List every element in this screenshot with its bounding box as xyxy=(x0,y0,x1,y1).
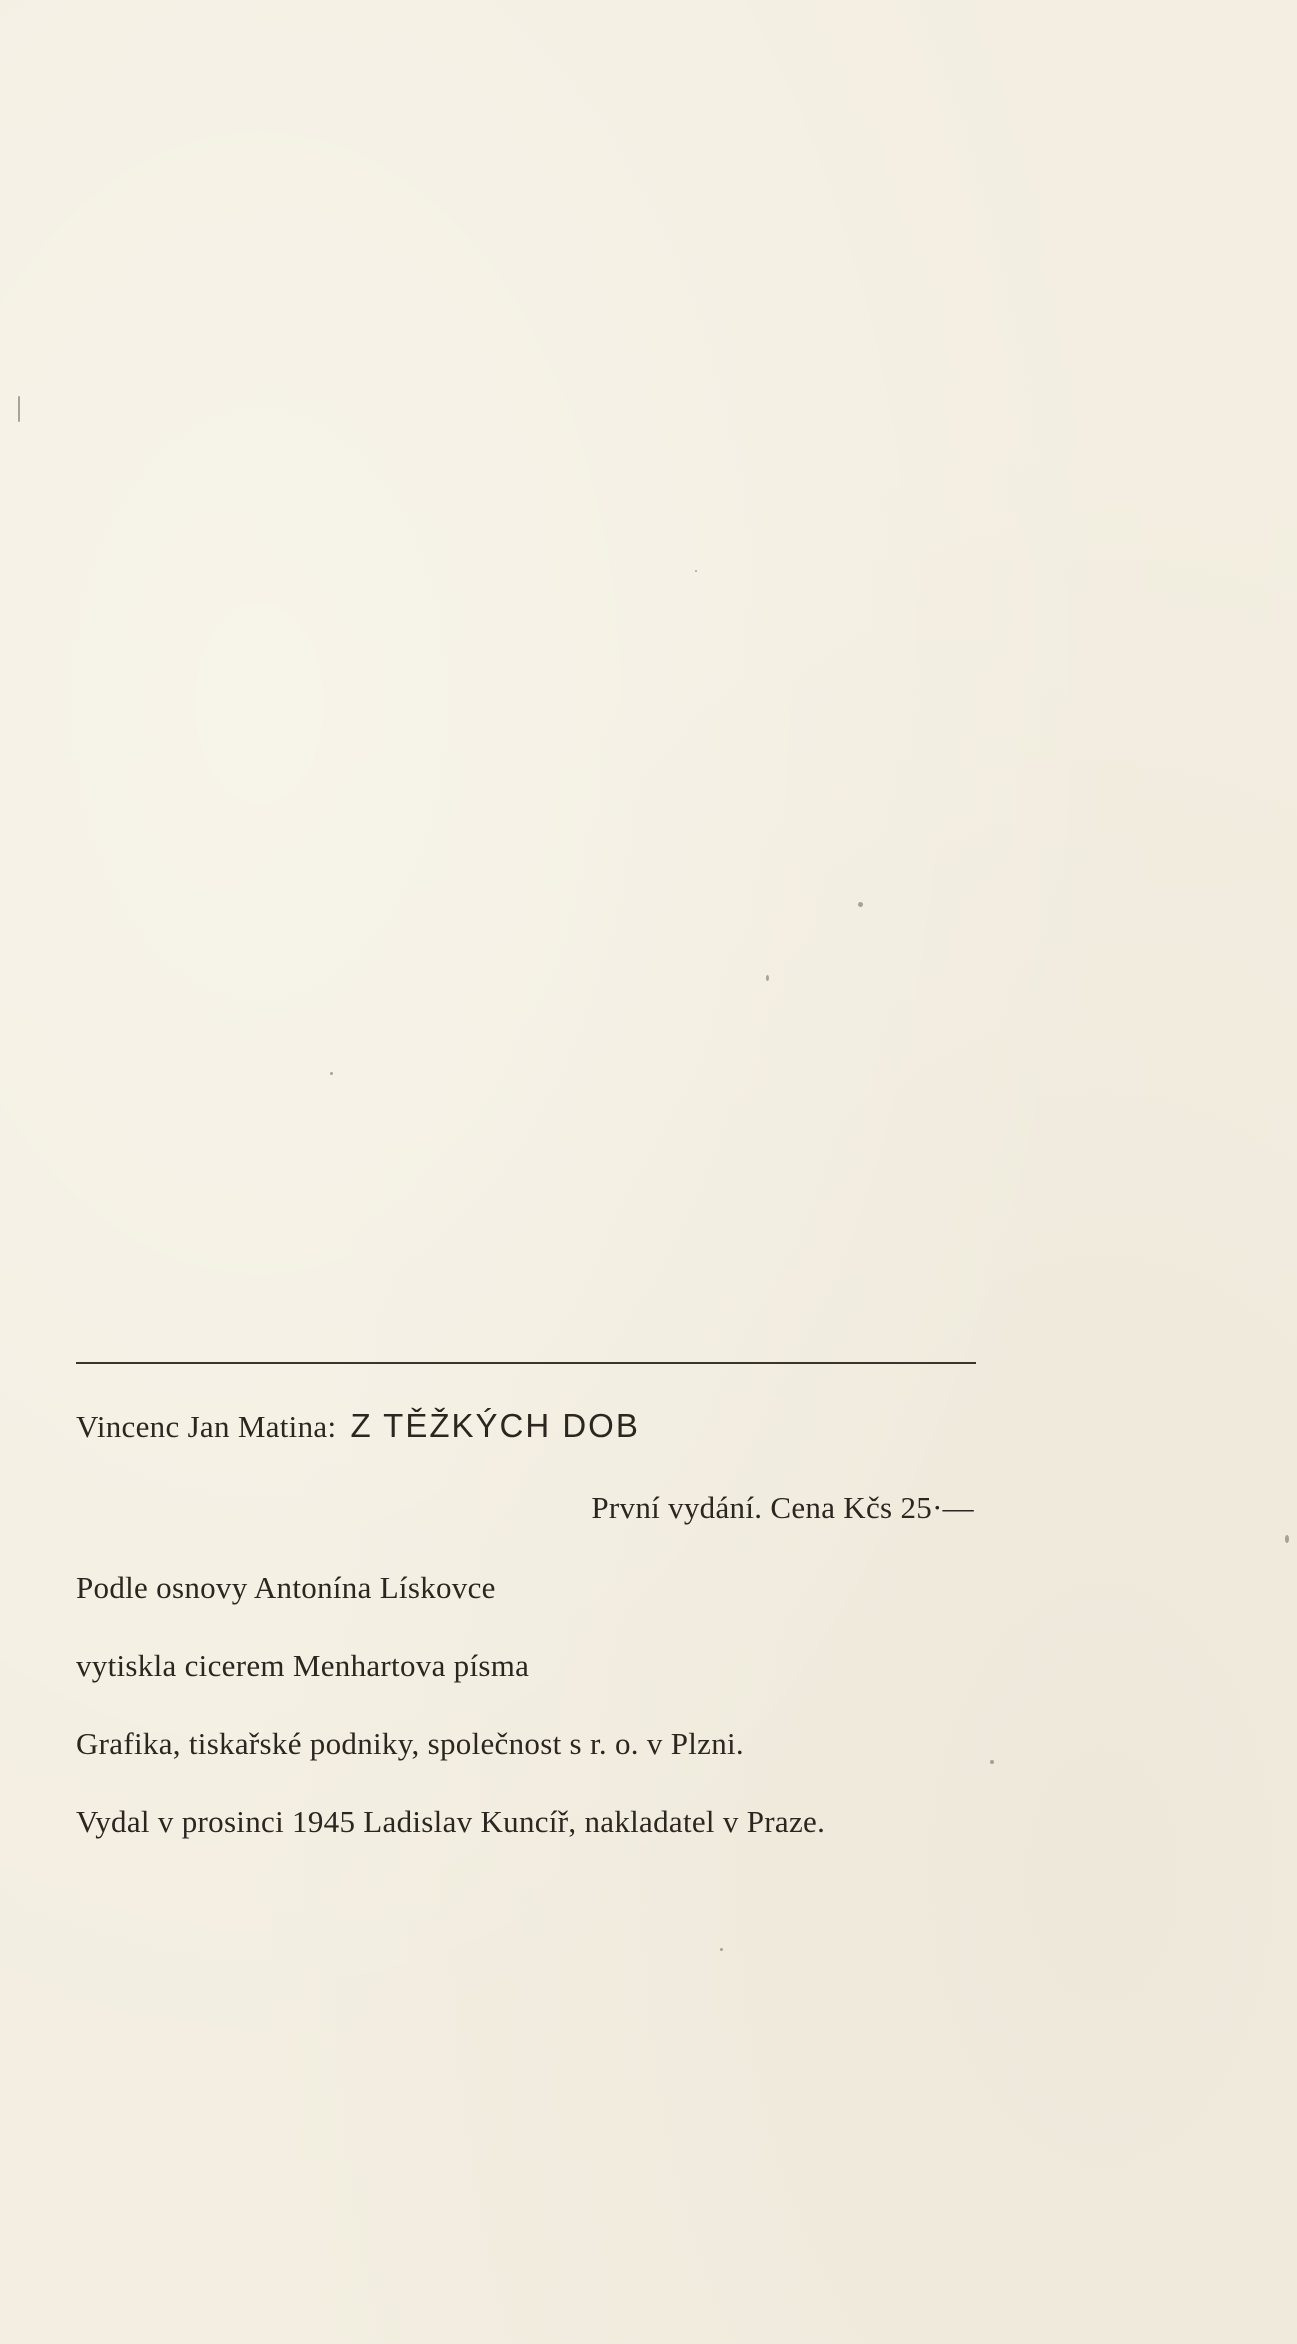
author-name: Vincenc Jan Matina: xyxy=(76,1409,337,1444)
paper-speck xyxy=(720,1948,723,1951)
author-title-line xyxy=(76,1407,640,1445)
design-credit: Podle osnovy Antonína Lískovce xyxy=(76,1570,496,1605)
publisher-credit: Vydal v prosinci 1945 Ladislav Kuncíř, nakladatel v Praze. xyxy=(76,1804,826,1839)
book-title: Z TĚŽKÝCH DOB xyxy=(350,1407,640,1444)
paper-speck xyxy=(695,570,697,572)
paper-speck xyxy=(858,902,863,907)
paper-speck xyxy=(766,975,769,981)
printer-credit: Grafika, tiskařské podniky, společnost s r. o. v Plzni. xyxy=(76,1726,744,1761)
separator-rule xyxy=(76,1362,976,1364)
typeface-credit: vytiskla cicerem Menhartova písma xyxy=(76,1648,530,1683)
paper-speck xyxy=(1285,1535,1289,1543)
paper-speck xyxy=(18,396,20,422)
edition-price: První vydání. Cena Kčs 25·— xyxy=(591,1490,974,1525)
paper-speck xyxy=(990,1760,994,1764)
paper-speck xyxy=(330,1072,333,1075)
